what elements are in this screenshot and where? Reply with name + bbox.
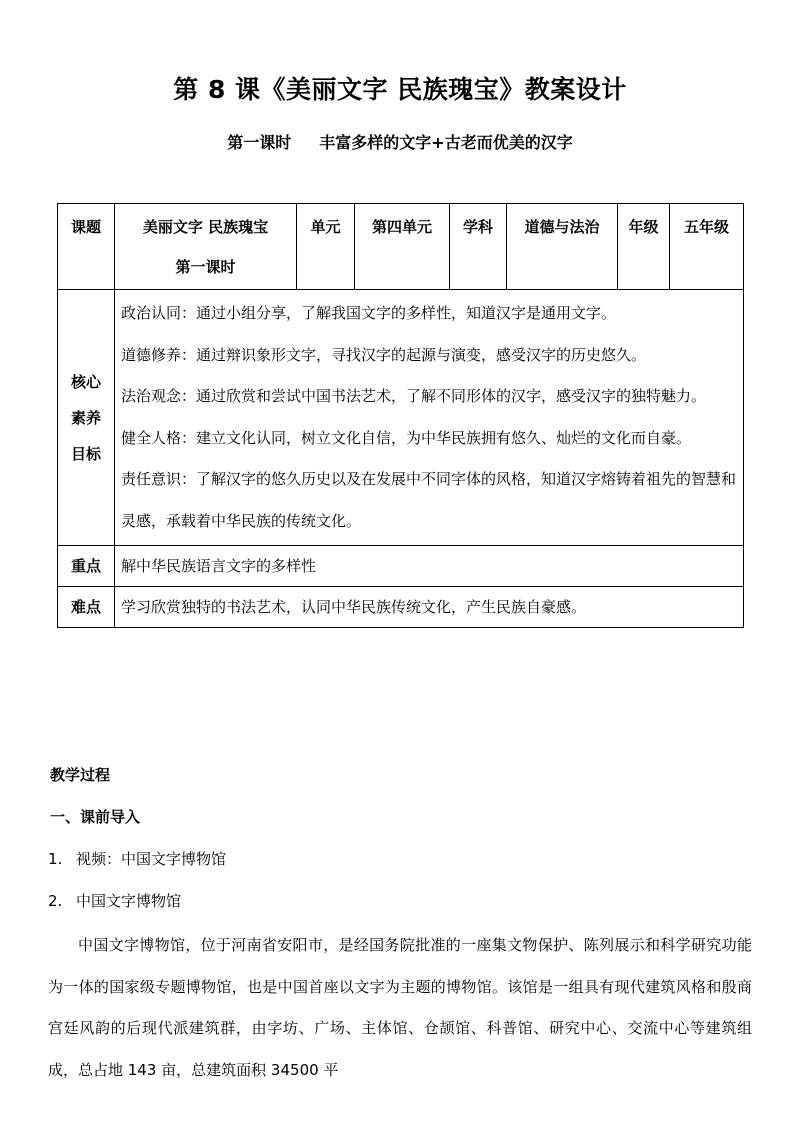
unit-label-cell [297, 204, 355, 290]
goal-law: 法治观念：通过欣赏和尝试中国书法艺术，了解不同形体的汉字，感受汉字的独特魅力。 [121, 387, 707, 405]
document-subtitle [0, 130, 800, 156]
list-item-text: 中国文字博物馆 [76, 892, 182, 910]
topic-value-cell [115, 204, 297, 290]
goal-personality: 健全人格：建立文化认同，树立文化自信，为中华民族拥有悠久、灿烂的文化而自豪。 [121, 428, 692, 447]
topic-label: 课题 [70, 218, 101, 236]
goals-label [58, 364, 114, 472]
goals-content-cell [115, 290, 744, 546]
goals-label-cell [58, 290, 115, 546]
list-item [48, 847, 226, 871]
goal-moral: 道德修养：通过辩识象形文字，寻找汉字的起源与演变，感受汉字的历史悠久。 [121, 345, 647, 364]
subject-value: 道德与法治 [524, 218, 600, 236]
table-row-goals [58, 290, 744, 546]
museum-paragraph: 中国文字博物馆，位于河南省安阳市，是经国务院批准的一座集文物保护、陈列展示和科学研究功能为一体的国家级专题博物馆，也是中国首座以文字为主题的博物馆。该馆是一组具有现代建筑风格和殷商宫廷风韵的后现代派建筑群，由字坊、广场、主体馆、仓颉馆、科普馆、研究中心、交流中心等建筑组成，总占地 143 亩，总建筑面积 34500 平 [48, 936, 752, 1079]
topic-value-line1: 美丽文字 民族瑰宝 [142, 218, 269, 236]
difficulty-label: 难点 [70, 598, 101, 616]
table-row-difficulty [58, 587, 744, 628]
grade-value-cell [670, 204, 744, 290]
goals-label-line: 核心 [70, 372, 101, 391]
section-heading-intro: 一、课前导入 [50, 808, 141, 826]
subject-label: 学科 [462, 218, 493, 236]
list-item [48, 889, 181, 913]
grade-value: 五年级 [683, 218, 729, 236]
goals-label-line: 目标 [70, 444, 101, 463]
subject-value-cell [507, 204, 618, 290]
list-item-text: 视频：中国文字博物馆 [76, 850, 227, 868]
topic-label-cell [58, 204, 115, 290]
table-row-header [58, 204, 744, 290]
key-value: 解中华民族语言文字的多样性 [121, 557, 317, 575]
key-label: 重点 [70, 557, 101, 575]
subtitle-topic: 丰富多样的文字+古老而优美的汉字 [319, 133, 573, 152]
key-value-cell [115, 546, 744, 587]
grade-label: 年级 [628, 218, 659, 236]
list-item-number: 1. [48, 850, 63, 868]
process-heading: 教学过程 [50, 766, 111, 784]
unit-value-cell [355, 204, 450, 290]
grade-label-cell [618, 204, 670, 290]
list-item-number: 2. [48, 892, 63, 910]
goal-political: 政治认同：通过小组分享，了解我国文字的多样性，知道汉字是通用文字。 [121, 304, 617, 322]
goals-list [115, 290, 743, 545]
unit-label: 单元 [310, 218, 341, 236]
difficulty-label-cell [58, 587, 115, 628]
unit-value: 第四单元 [371, 218, 432, 236]
goal-responsibility: 责任意识：了解汉字的悠久历史以及在发展中不同字体的风格，知道汉字熔铸着祖先的智慧和灵感，承载着中华民族的传统文化。 [121, 470, 737, 530]
goals-label-line: 素养 [70, 408, 101, 427]
difficulty-value-cell [115, 587, 744, 628]
document-title: 第 8 课《美丽文字 民族瑰宝》教案设计 [173, 75, 627, 104]
lesson-info-table [57, 203, 744, 628]
key-label-cell [58, 546, 115, 587]
subject-label-cell [450, 204, 507, 290]
subtitle-lesson: 第一课时 [227, 133, 292, 152]
difficulty-value: 学习欣赏独特的书法艺术，认同中华民族传统文化，产生民族自豪感。 [121, 598, 587, 616]
topic-value-line2: 第一课时 [175, 258, 236, 276]
table-row-key-point [58, 546, 744, 587]
